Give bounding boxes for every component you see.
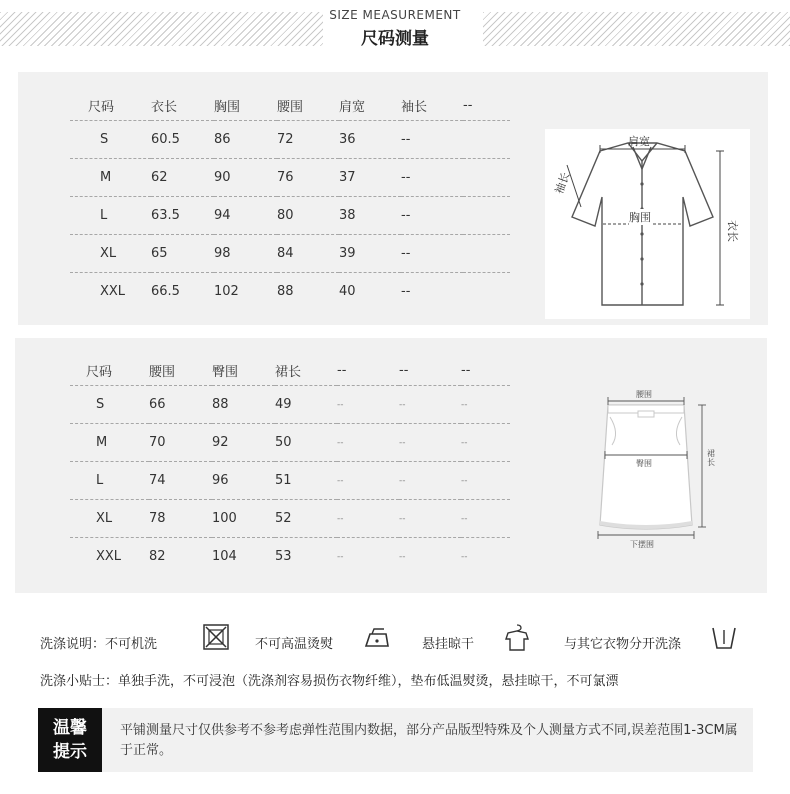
cell: -- bbox=[461, 424, 510, 462]
cell: 74 bbox=[149, 462, 212, 500]
header-hatch-right bbox=[483, 12, 790, 46]
title-chinese: 尺码测量 bbox=[361, 29, 429, 49]
table-row bbox=[70, 121, 510, 159]
care-label-machine-wash: 洗涤说明：不可机洗 bbox=[40, 637, 158, 652]
table-row bbox=[70, 424, 510, 462]
cell: -- bbox=[461, 462, 510, 500]
cell: 53 bbox=[275, 538, 337, 576]
cell: 62 bbox=[151, 159, 214, 197]
header-hatch-left bbox=[0, 12, 323, 46]
cell: 66.5 bbox=[151, 273, 214, 311]
cell: 88 bbox=[277, 273, 339, 311]
notice-label bbox=[38, 708, 102, 772]
table-header-row bbox=[70, 90, 510, 121]
col-length: 衣长 bbox=[151, 99, 178, 115]
cell: -- bbox=[461, 538, 510, 576]
care-label-hang-dry: 悬挂晾干 bbox=[422, 637, 475, 652]
col-size: 尺码 bbox=[86, 364, 113, 380]
cell: -- bbox=[401, 197, 463, 235]
notice-label-line2: 提示 bbox=[53, 742, 87, 762]
diagram-label-sleeve: 袖长 bbox=[552, 170, 573, 196]
cell: -- bbox=[401, 235, 463, 273]
table-row bbox=[70, 273, 510, 311]
diagram-label-shoulder: 肩宽 bbox=[628, 135, 650, 148]
hang-dry-icon bbox=[500, 620, 534, 654]
cell: -- bbox=[399, 462, 461, 500]
cell: 70 bbox=[149, 424, 212, 462]
col-hip: 臀围 bbox=[212, 364, 239, 380]
page-title bbox=[300, 8, 490, 49]
cell: 76 bbox=[277, 159, 339, 197]
cell: 37 bbox=[339, 159, 401, 197]
cell: 100 bbox=[212, 500, 275, 538]
cell-size: S bbox=[70, 121, 151, 159]
cell: 39 bbox=[339, 235, 401, 273]
skirt-label-length: 裙长 bbox=[707, 449, 715, 467]
cell: 94 bbox=[214, 197, 277, 235]
col-chest: 胸围 bbox=[214, 99, 241, 115]
cell-size: L bbox=[70, 197, 151, 235]
cell: 102 bbox=[214, 273, 277, 311]
cell: 78 bbox=[149, 500, 212, 538]
col-blank: -- bbox=[399, 362, 409, 378]
cell: -- bbox=[399, 538, 461, 576]
low-iron-icon bbox=[360, 620, 394, 654]
col-size: 尺码 bbox=[88, 99, 115, 115]
cell: 36 bbox=[339, 121, 401, 159]
care-label-no-high-iron: 不可高温烫熨 bbox=[255, 637, 334, 652]
cell-size: XXL bbox=[70, 538, 149, 576]
cell: 88 bbox=[212, 386, 275, 424]
cell: 65 bbox=[151, 235, 214, 273]
col-sleeve: 袖长 bbox=[401, 99, 428, 115]
skirt-label-waist: 腰围 bbox=[636, 390, 652, 399]
table-row bbox=[70, 159, 510, 197]
cell: -- bbox=[401, 121, 463, 159]
cell: 38 bbox=[339, 197, 401, 235]
cell: -- bbox=[461, 386, 510, 424]
washing-tips: 洗涤小贴士：单独手洗，不可浸泡（洗涤剂容易损伤衣物纤维），垫布低温熨烫，悬挂晾干，不可氯漂 bbox=[40, 674, 619, 689]
col-blank: -- bbox=[461, 362, 471, 378]
cell: 66 bbox=[149, 386, 212, 424]
cell: -- bbox=[337, 386, 399, 424]
cell: -- bbox=[401, 273, 463, 311]
cell: -- bbox=[401, 159, 463, 197]
cell: 72 bbox=[277, 121, 339, 159]
col-skirt-length: 裙长 bbox=[275, 364, 302, 380]
cell: 52 bbox=[275, 500, 337, 538]
cell: 40 bbox=[339, 273, 401, 311]
cell: -- bbox=[399, 500, 461, 538]
cell: -- bbox=[399, 424, 461, 462]
cell: -- bbox=[399, 386, 461, 424]
cell: 49 bbox=[275, 386, 337, 424]
table-row bbox=[70, 197, 510, 235]
cell: 86 bbox=[214, 121, 277, 159]
cell-size: S bbox=[70, 386, 149, 424]
col-blank: -- bbox=[337, 362, 347, 378]
table-row bbox=[70, 386, 510, 424]
skirt-label-hem: 下摆围 bbox=[630, 540, 654, 549]
skirt-label-hip: 臀围 bbox=[636, 459, 652, 468]
cell: 50 bbox=[275, 424, 337, 462]
cell: 51 bbox=[275, 462, 337, 500]
skirt-size-table bbox=[70, 355, 510, 576]
table-header-row bbox=[70, 355, 510, 386]
col-blank: -- bbox=[463, 97, 473, 113]
notice-box bbox=[38, 708, 753, 772]
table-row bbox=[70, 538, 510, 576]
no-machine-wash-icon bbox=[199, 620, 233, 654]
shirt-size-table bbox=[70, 90, 510, 311]
cell: -- bbox=[337, 500, 399, 538]
table-row bbox=[70, 235, 510, 273]
shirt-measurement-diagram bbox=[545, 129, 750, 319]
notice-text: 平铺测量尺寸仅供参考不参考虑弹性范围内数据，部分产品版型特殊及个人测量方式不同,误差范围1-3CM属于正常。 bbox=[120, 723, 738, 758]
cell-size: XXL bbox=[70, 273, 151, 311]
table-row bbox=[70, 500, 510, 538]
cell: 63.5 bbox=[151, 197, 214, 235]
title-english: SIZE MEASUREMENT bbox=[329, 8, 461, 22]
cell: -- bbox=[337, 424, 399, 462]
col-waist: 腰围 bbox=[149, 364, 176, 380]
cell: 96 bbox=[212, 462, 275, 500]
cell: 82 bbox=[149, 538, 212, 576]
cell-size: M bbox=[70, 159, 151, 197]
cell-size: XL bbox=[70, 500, 149, 538]
notice-label-line1: 温馨 bbox=[53, 718, 87, 738]
cell-size: M bbox=[70, 424, 149, 462]
col-waist: 腰围 bbox=[277, 99, 304, 115]
cell: 98 bbox=[214, 235, 277, 273]
cell: 84 bbox=[277, 235, 339, 273]
cell-size: XL bbox=[70, 235, 151, 273]
cell: 90 bbox=[214, 159, 277, 197]
cell-size: L bbox=[70, 462, 149, 500]
cell: 80 bbox=[277, 197, 339, 235]
table-row bbox=[70, 462, 510, 500]
wash-separately-icon bbox=[707, 620, 741, 654]
cell: -- bbox=[337, 462, 399, 500]
skirt-measurement-diagram bbox=[580, 375, 720, 560]
diagram-label-chest: 胸围 bbox=[629, 211, 651, 224]
care-label-wash-separately: 与其它衣物分开洗涤 bbox=[564, 637, 682, 652]
cell: -- bbox=[461, 500, 510, 538]
cell: 92 bbox=[212, 424, 275, 462]
cell: 104 bbox=[212, 538, 275, 576]
col-shoulder: 肩宽 bbox=[339, 99, 366, 115]
cell: 60.5 bbox=[151, 121, 214, 159]
diagram-label-length: 衣长 bbox=[726, 220, 739, 242]
cell: -- bbox=[337, 538, 399, 576]
